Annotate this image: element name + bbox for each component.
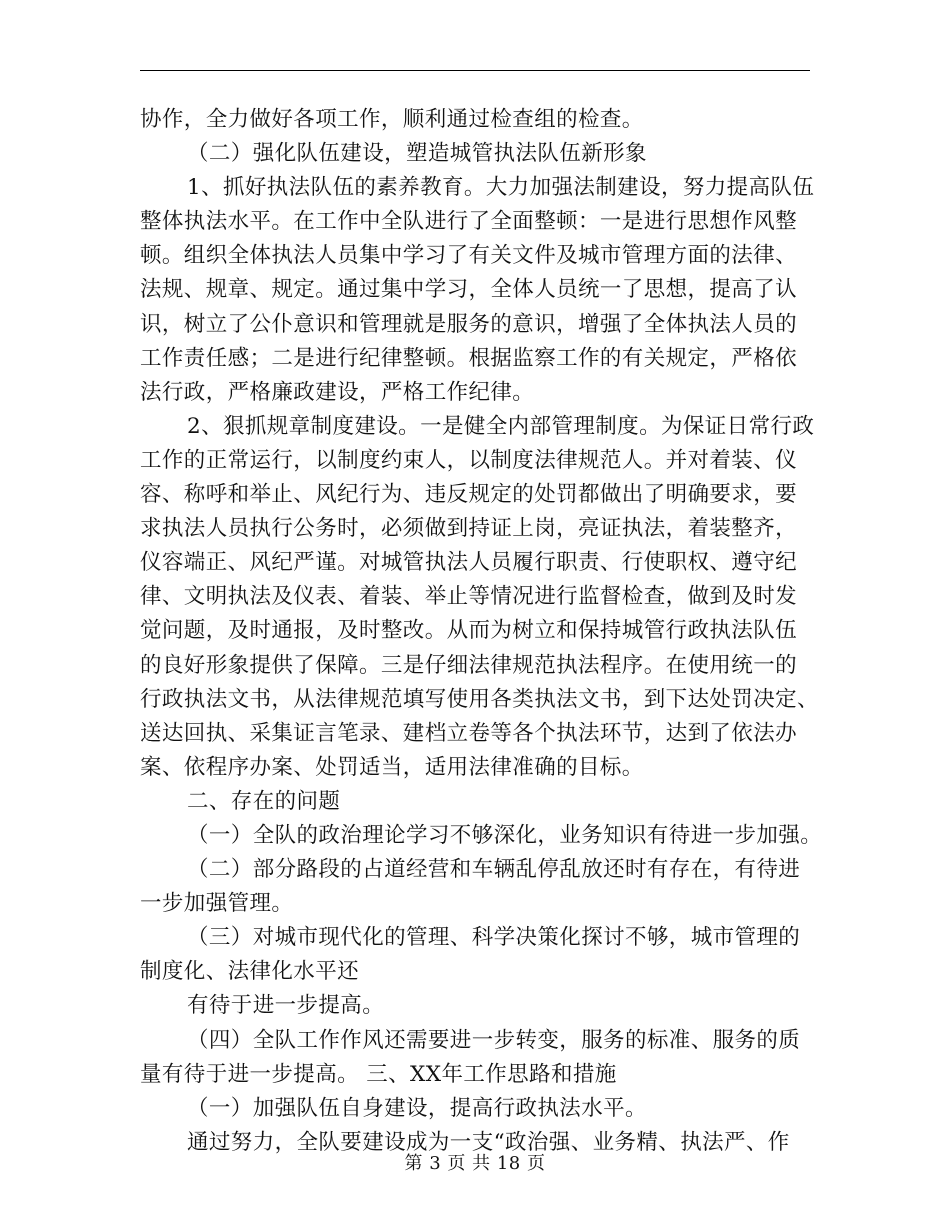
text-line: 律、文明执法及仪表、着装、举止等情况进行监督检查，做到及时发 — [140, 584, 798, 610]
text-line: 觉问题，及时通报，及时整改。从而为树立和保持城管行政执法队伍 — [140, 618, 798, 644]
page-number-label: 第 3 页 共 18 页 — [404, 1153, 546, 1174]
text-line: 容、称呼和举止、风纪行为、违反规定的处罚都做出了明确要求，要 — [140, 482, 798, 508]
text-line: （三）对城市现代化的管理、科学决策化探讨不够，城市管理的 — [187, 925, 801, 951]
text-line: 工作责任感；二是进行纪律整顿。根据监察工作的有关规定，严格依 — [140, 345, 798, 371]
text-line: 案、依程序办案、处罚适当，适用法律准确的目标。 — [140, 754, 644, 780]
text-line: 二、存在的问题 — [187, 788, 341, 814]
text-line: 行政执法文书，从法律规范填写使用各类执法文书，到下达处罚决定、 — [140, 686, 819, 712]
header-rule — [140, 70, 810, 71]
page-footer — [0, 1152, 950, 1176]
text-line: 顿。组织全体执法人员集中学习了有关文件及城市管理方面的法律、 — [140, 243, 798, 269]
text-line: 协作，全力做好各项工作，顺利通过检查组的检查。 — [140, 107, 644, 132]
text-line: （二）强化队伍建设，塑造城管执法队伍新形象 — [187, 141, 647, 167]
text-line: 整体执法水平。在工作中全队进行了全面整顿：一是进行思想作风整 — [140, 209, 798, 235]
text-line: 量有待于进一步提高。 三、XX年工作思路和措施 — [140, 1061, 617, 1087]
document-body — [140, 103, 823, 1160]
text-line: 一步加强管理。 — [140, 891, 294, 917]
text-line: 仪容端正、风纪严谨。对城管执法人员履行职责、行使职权、遵守纪 — [140, 550, 798, 576]
text-line: （四）全队工作作风还需要进一步转变，服务的标准、服务的质 — [187, 1027, 801, 1053]
text-line: 求执法人员执行公务时，必须做到持证上岗，亮证执法，着装整齐， — [140, 516, 798, 542]
text-line: 有待于进一步提高。 — [187, 993, 385, 1019]
text-line: 工作的正常运行，以制度约束人，以制度法律规范人。并对着装、仪 — [140, 447, 798, 473]
text-line: 法规、规章、规定。通过集中学习，全体人员统一了思想，提高了认 — [140, 277, 798, 303]
text-line: 1、抓好执法队伍的素养教育。大力加强法制建设，努力提高队伍 — [187, 175, 815, 201]
text-line: 法行政，严格廉政建设，严格工作纪律。 — [140, 379, 535, 405]
text-line: 2、狠抓规章制度建设。一是健全内部管理制度。为保证日常行政 — [187, 413, 815, 439]
text-line: 通过努力，全队要建设成为一支“政治强、业务精、执法严、作 — [187, 1129, 790, 1155]
text-line: （一）加强队伍自身建设，提高行政执法水平。 — [187, 1095, 647, 1121]
text-line: 制度化、法律化水平还 — [140, 959, 360, 985]
text-line: （一）全队的政治理论学习不够深化，业务知识有待进一步加强。 — [187, 822, 823, 848]
text-line: （二）部分路段的占道经营和车辆乱停乱放还时有存在，有待进 — [187, 857, 801, 883]
text-line: 送达回执、采集证言笔录、建档立卷等各个执法环节，达到了依法办 — [140, 720, 798, 746]
text-line: 的良好形象提供了保障。三是仔细法律规范执法程序。在使用统一的 — [140, 652, 798, 678]
text-line: 识，树立了公仆意识和管理就是服务的意识，增强了全体执法人员的 — [140, 311, 798, 337]
